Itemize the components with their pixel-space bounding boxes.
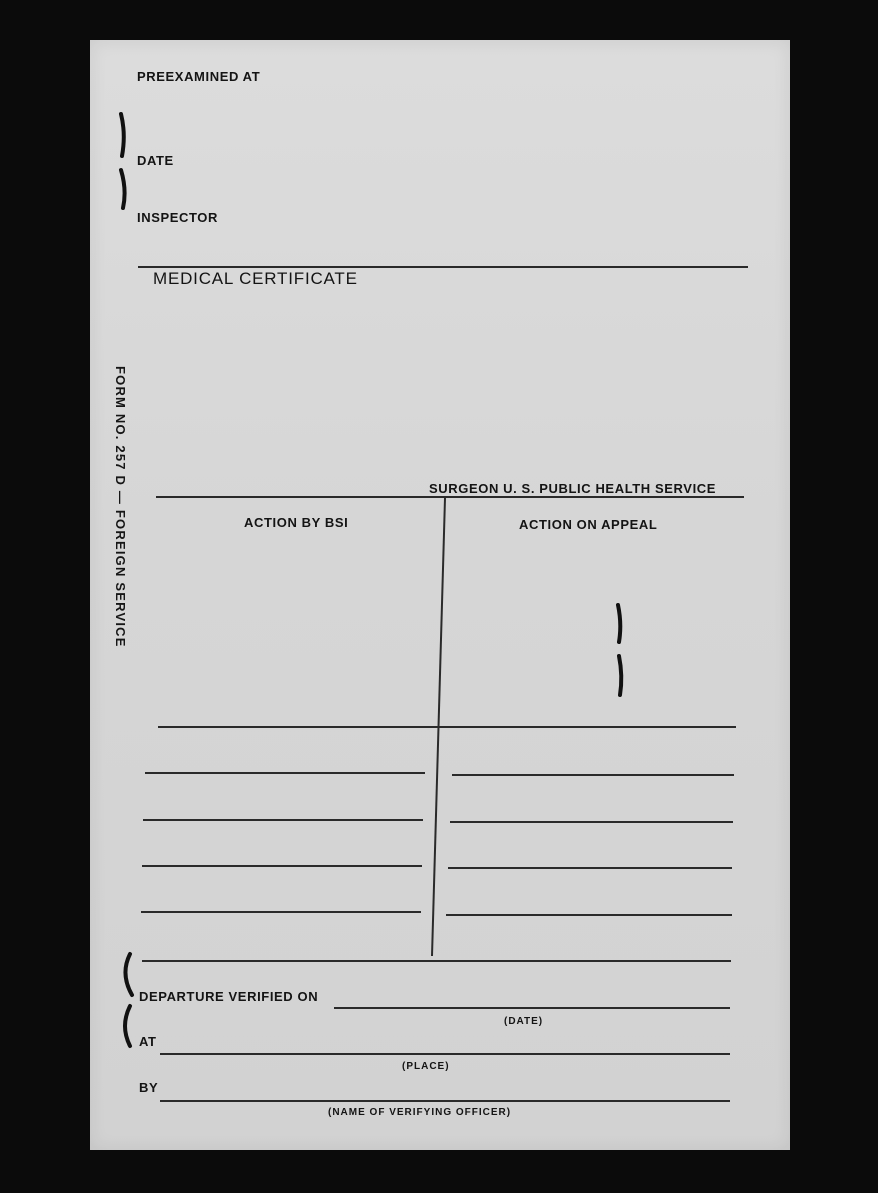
form-number-vertical: FORM NO. 257 D — FOREIGN SERVICE: [113, 366, 128, 648]
bracket-mark: [619, 656, 621, 695]
bracket-mark: [125, 954, 132, 995]
bracket-mark: [618, 605, 620, 642]
certificate-card: [90, 40, 790, 1150]
officer-caption: (NAME OF VERIFYING OFFICER): [328, 1107, 512, 1118]
action-on-appeal-heading: ACTION ON APPEAL: [519, 517, 658, 532]
at-label: AT: [139, 1034, 157, 1049]
action-by-bsi-heading: ACTION BY BSI: [244, 515, 349, 530]
preexamined-at-label: PREEXAMINED AT: [137, 69, 261, 84]
bracket-mark: [121, 114, 124, 156]
by-label: BY: [139, 1080, 159, 1095]
departure-verified-label: DEPARTURE VERIFIED ON: [139, 989, 319, 1004]
date-caption: (DATE): [504, 1016, 544, 1027]
inspector-label: INSPECTOR: [137, 210, 219, 225]
column-divider: [432, 498, 445, 956]
bracket-mark: [121, 170, 125, 208]
place-caption: (PLACE): [402, 1061, 450, 1072]
surgeon-signature-caption: SURGEON U. S. PUBLIC HEALTH SERVICE: [429, 481, 717, 496]
bracket-mark: [125, 1006, 130, 1046]
date-label: DATE: [137, 153, 174, 168]
form-marks: [90, 40, 790, 1150]
page-title: MEDICAL CERTIFICATE: [153, 269, 358, 288]
